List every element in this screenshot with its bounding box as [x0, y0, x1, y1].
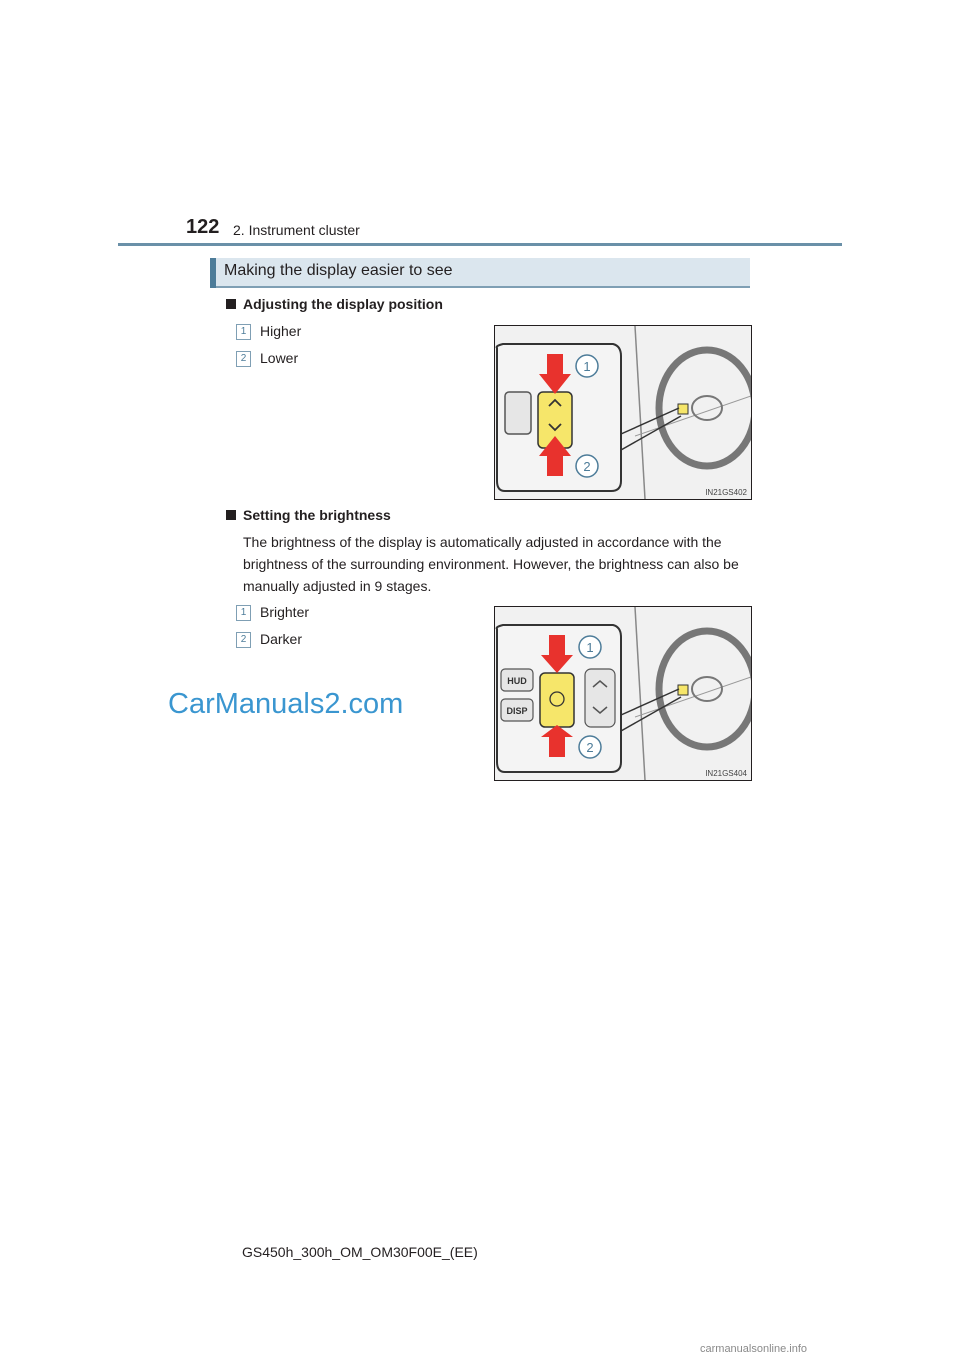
header-rule — [118, 243, 842, 246]
figure-illustration — [495, 607, 751, 780]
chapter-title: 2. Instrument cluster — [233, 222, 360, 238]
item-number-badge: 2 — [236, 351, 251, 367]
callout-1: 1 — [583, 359, 591, 374]
figure-brightness — [494, 606, 752, 781]
page-number: 122 — [186, 216, 220, 238]
brightness-paragraph: The brightness of the display is automatically adjusted in accordance with the brightness of the surrounding environment. However, the brightness can also be manually adjusted in 9 stages. — [243, 534, 739, 594]
subsection-heading-position — [226, 296, 443, 312]
subsection-label: Adjusting the display position — [243, 296, 443, 312]
square-bullet-icon — [226, 299, 236, 309]
square-bullet-icon — [226, 510, 236, 520]
item-number-badge: 1 — [236, 324, 251, 340]
callout-2: 2 — [583, 459, 591, 474]
site-watermark: carmanualsonline.info — [700, 1343, 808, 1355]
section-heading-accent — [210, 258, 216, 288]
figure-code: IN21GS404 — [705, 769, 747, 778]
hud-button-label: HUD — [507, 676, 527, 686]
section-title: Making the display easier to see — [224, 262, 453, 279]
item-text-brighter: Brighter — [260, 604, 310, 620]
figure-code: IN21GS402 — [705, 488, 747, 497]
callout-2: 2 — [586, 740, 594, 755]
figure-display-position — [494, 325, 752, 500]
disp-button-label: DISP — [506, 706, 528, 716]
figure-illustration — [495, 326, 751, 499]
manual-code: GS450h_300h_OM_OM30F00E_(EE) — [242, 1244, 478, 1260]
item-number-badge: 2 — [236, 632, 251, 648]
callout-1: 1 — [586, 640, 594, 655]
item-text-darker: Darker — [260, 631, 303, 647]
item-text-lower: Lower — [260, 350, 299, 366]
item-number-badge: 1 — [236, 605, 251, 621]
item-text-higher: Higher — [260, 323, 302, 339]
subsection-label: Setting the brightness — [243, 507, 391, 523]
watermark-carmanuals: CarManuals2.com — [168, 688, 404, 720]
subsection-heading-brightness — [226, 507, 391, 523]
